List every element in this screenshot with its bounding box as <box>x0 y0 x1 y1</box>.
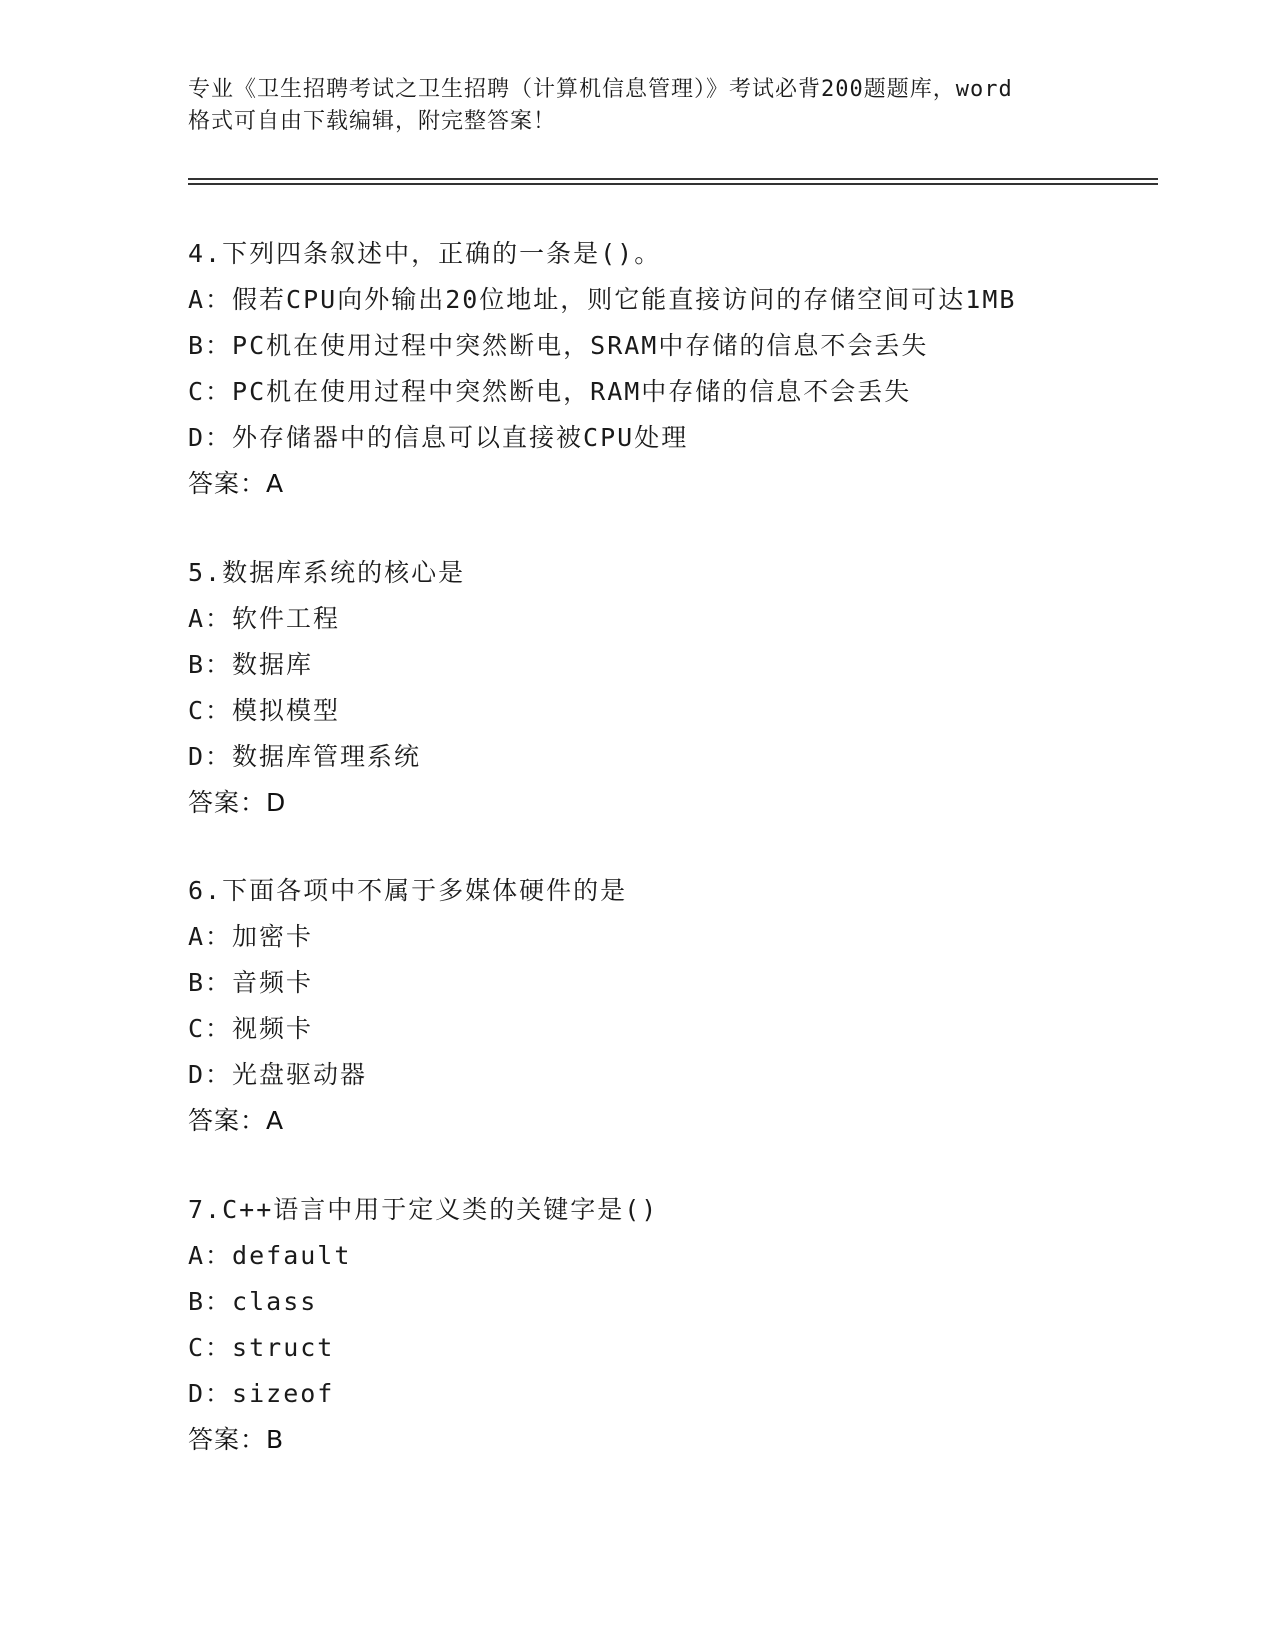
option-b: B：音频卡 <box>188 968 314 997</box>
header-line-2: 格式可自由下载编辑，附完整答案！ <box>188 109 557 134</box>
option-b: B：数据库 <box>188 650 314 679</box>
question-block <box>188 1187 1148 1463</box>
option-d: D：数据库管理系统 <box>188 742 422 771</box>
option-d: D：外存储器中的信息可以直接被CPU处理 <box>188 423 689 452</box>
option-c: C：struct <box>188 1333 335 1362</box>
option-c: C：PC机在使用过程中突然断电，RAM中存储的信息不会丢失 <box>188 377 912 406</box>
question-stem: 5.数据库系统的核心是 <box>188 558 466 587</box>
answer-line: 答案：A <box>188 469 285 498</box>
option-b: B：class <box>188 1287 318 1316</box>
question-block <box>188 231 1148 507</box>
header-divider-bottom <box>188 183 1158 185</box>
question-block <box>188 868 1148 1144</box>
document-header <box>188 74 1088 138</box>
option-a: A：default <box>188 1241 352 1270</box>
option-d: D：光盘驱动器 <box>188 1060 368 1089</box>
option-c: C：模拟模型 <box>188 696 341 725</box>
option-d: D：sizeof <box>188 1379 335 1408</box>
header-divider-top <box>188 178 1158 180</box>
question-stem: 4.下列四条叙述中，正确的一条是()。 <box>188 239 662 268</box>
question-stem: 6.下面各项中不属于多媒体硬件的是 <box>188 876 628 905</box>
option-c: C：视频卡 <box>188 1014 314 1043</box>
option-a: A：软件工程 <box>188 604 341 633</box>
header-line-1: 专业《卫生招聘考试之卫生招聘（计算机信息管理）》考试必背200题题库，word <box>188 77 1013 102</box>
answer-line: 答案：B <box>188 1425 285 1454</box>
option-a: A：加密卡 <box>188 922 314 951</box>
answer-line: 答案：A <box>188 1106 285 1135</box>
question-stem: 7.C++语言中用于定义类的关键字是() <box>188 1195 659 1224</box>
answer-line: 答案：D <box>188 788 287 817</box>
option-b: B：PC机在使用过程中突然断电，SRAM中存储的信息不会丢失 <box>188 331 929 360</box>
option-a: A：假若CPU向外输出20位地址，则它能直接访问的存储空间可达1MB <box>188 285 1017 314</box>
question-block <box>188 550 1148 826</box>
